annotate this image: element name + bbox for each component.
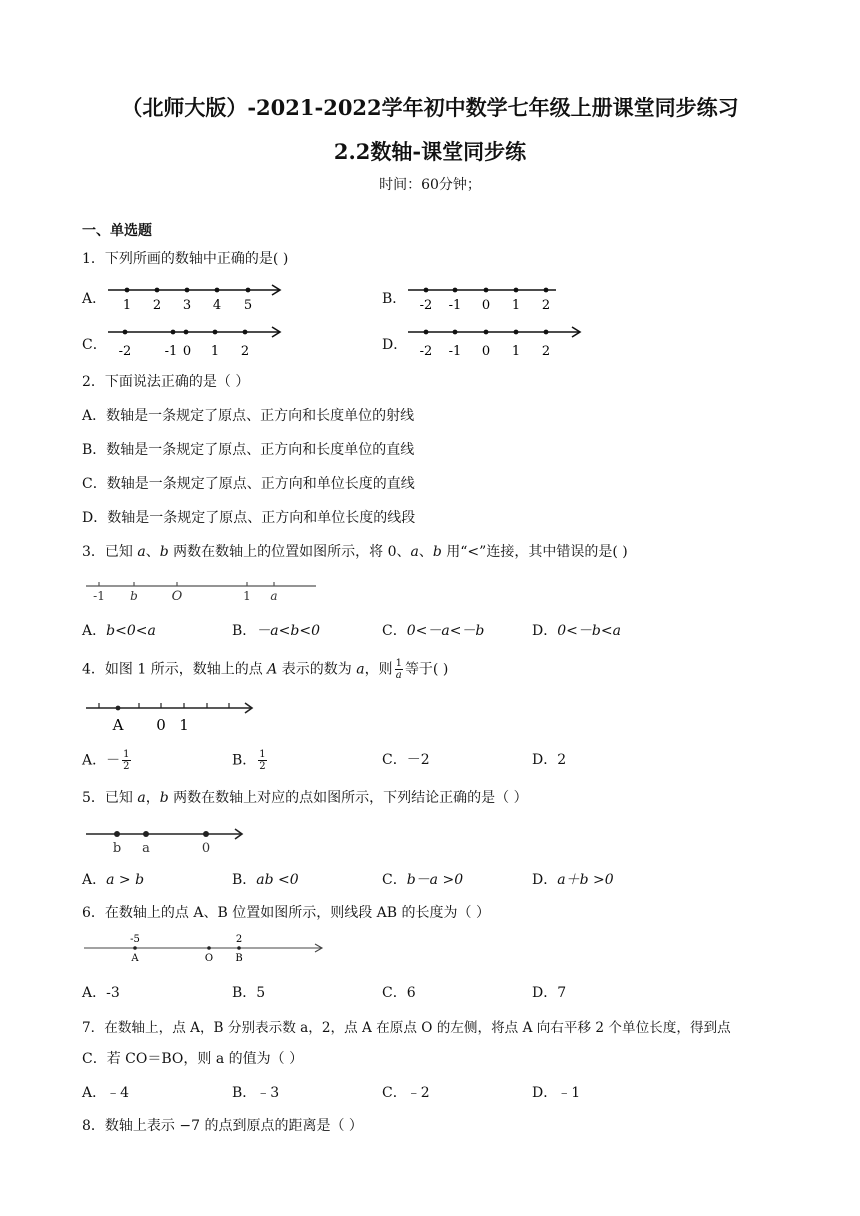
tick-label: 1 xyxy=(511,344,521,359)
question-4-stem: 4．如图 1 所示，数轴上的点 A 表示的数为 a，则 $\frac{1}{a}$ 等于( ) xyxy=(82,658,449,681)
q1-option-d-letter: D． xyxy=(382,337,408,353)
q2-option-c: C．数轴是一条规定了原点、正方向和单位长度的直线 xyxy=(82,476,415,492)
tick-label: -2 xyxy=(419,298,433,313)
q7-option-d: D．﹣1 xyxy=(532,1085,581,1101)
q6-option-d: D．7 xyxy=(532,985,567,1001)
section-heading: 一、单选题 xyxy=(82,223,152,239)
fraction: $\frac{1}{a}$ xyxy=(395,658,402,681)
point-value-label: 2 xyxy=(235,934,243,945)
point-label: b xyxy=(130,589,138,603)
tick-label: 5 xyxy=(243,298,253,313)
q1-option-b-letter: B． xyxy=(382,291,407,307)
point-label: B xyxy=(235,953,243,964)
question-7-stem-line2: C．若 CO＝BO，则 a 的值为（ ） xyxy=(82,1051,304,1067)
q5-option-b: B．ab <0 xyxy=(232,872,299,888)
question-3-stem: 3．已知 a、b 两数在数轴上的位置如图所示，将 0、a、b 用“<”连接，其中错误的是( ) xyxy=(82,544,628,560)
q6-option-a: A．-3 xyxy=(82,985,120,1001)
point-label: A xyxy=(131,953,139,964)
q3-option-b: B．－a<b<0 xyxy=(232,623,320,639)
origin-label: O xyxy=(204,953,214,964)
tick-label: -1 xyxy=(448,298,462,313)
document-subtitle: 2.2数轴-课堂同步练 xyxy=(333,139,527,164)
point-label: b xyxy=(112,841,122,856)
origin-label: O xyxy=(171,589,183,604)
q2-option-a: A．数轴是一条规定了原点、正方向和长度单位的射线 xyxy=(82,408,415,424)
tick-label: 3 xyxy=(182,298,192,313)
point-value-label: -5 xyxy=(130,934,140,945)
q5-option-c: C．b－a >0 xyxy=(382,872,464,888)
q6-number-line xyxy=(82,930,332,966)
q5-option-a: A．a > b xyxy=(82,872,145,888)
tick-label: -1 xyxy=(448,344,462,359)
tick-label: 2 xyxy=(152,298,162,313)
q1-option-c-letter: C． xyxy=(82,337,107,353)
tick-label: 1 xyxy=(511,298,521,313)
q5-number-line xyxy=(84,824,254,856)
q4-option-a: A．－ $\frac{1}{2}$ xyxy=(82,749,130,772)
tick-label: 4 xyxy=(212,298,222,313)
q5-option-d: D．a＋b >0 xyxy=(532,872,614,888)
q1-option-c-number-line xyxy=(100,322,290,362)
q7-option-a: A．﹣4 xyxy=(82,1085,130,1101)
tick-label: 2 xyxy=(541,298,551,313)
question-5-stem: 5．已知 a，b 两数在数轴上对应的点如图所示，下列结论正确的是（ ） xyxy=(82,790,528,806)
q4-option-c: C．－2 xyxy=(382,752,430,768)
tick-label: -1 xyxy=(93,589,105,603)
tick-label: 1 xyxy=(210,344,220,359)
q2-option-b: B．数轴是一条规定了原点、正方向和长度单位的直线 xyxy=(82,442,415,458)
tick-label: -1 xyxy=(164,344,178,359)
question-7-stem-line1: 7．在数轴上，点 A，B 分别表示数 a，2，点 A 在原点 O 的左侧，将点 A 向右平移 2 个单位长度，得到点 xyxy=(82,1020,731,1036)
point-label: A xyxy=(112,716,124,734)
tick-label: 0 xyxy=(481,344,491,359)
q1-option-a-number-line xyxy=(100,280,290,316)
point-label: a xyxy=(270,589,278,603)
fraction: $\frac{1}{2}$ xyxy=(259,749,266,772)
q7-option-c: C．﹣2 xyxy=(382,1085,430,1101)
tick-label: 0 xyxy=(156,716,166,734)
tick-label: -2 xyxy=(419,344,433,359)
tick-label: 0 xyxy=(481,298,491,313)
fraction: $\frac{1}{2}$ xyxy=(123,749,130,772)
q2-option-d: D．数轴是一条规定了原点、正方向和单位长度的线段 xyxy=(82,510,416,526)
tick-label: 1 xyxy=(179,716,189,734)
q6-option-c: C．6 xyxy=(382,985,416,1001)
q7-option-b: B．﹣3 xyxy=(232,1085,280,1101)
tick-label: 2 xyxy=(240,344,250,359)
tick-label: -2 xyxy=(118,344,132,359)
tick-label: 1 xyxy=(122,298,132,313)
q4-number-line xyxy=(84,698,264,734)
q3-option-a: A．b<0<a xyxy=(82,623,156,639)
time-limit: 时间：60分钟； xyxy=(379,177,481,193)
q3-option-d: D．0<－b<a xyxy=(532,623,621,639)
q3-option-c: C．0<－a<－b xyxy=(382,623,485,639)
question-2-stem: 2．下面说法正确的是（ ） xyxy=(82,374,250,390)
q1-option-a-letter: A． xyxy=(82,291,107,307)
q3-number-line xyxy=(84,576,324,606)
question-8-stem: 8．数轴上表示 −7 的点到原点的距离是（ ） xyxy=(82,1118,363,1134)
tick-label: 0 xyxy=(182,344,192,359)
q4-option-d: D．2 xyxy=(532,752,567,768)
tick-label: 2 xyxy=(541,344,551,359)
tick-label: 1 xyxy=(243,589,251,603)
question-1-stem: 1．下列所画的数轴中正确的是( ) xyxy=(82,251,289,267)
q4-option-b: B． $\frac{1}{2}$ xyxy=(232,749,266,772)
tick-label: 0 xyxy=(201,841,211,856)
point-label: a xyxy=(142,841,150,856)
question-6-stem: 6．在数轴上的点 A、B 位置如图所示，则线段 AB 的长度为（ ） xyxy=(82,905,490,921)
q1-option-d-number-line xyxy=(400,322,590,362)
document-title: （北师大版）-2021-2022学年初中数学七年级上册课堂同步练习 xyxy=(121,95,739,120)
q6-option-b: B．5 xyxy=(232,985,266,1001)
q1-option-b-number-line xyxy=(400,280,570,316)
